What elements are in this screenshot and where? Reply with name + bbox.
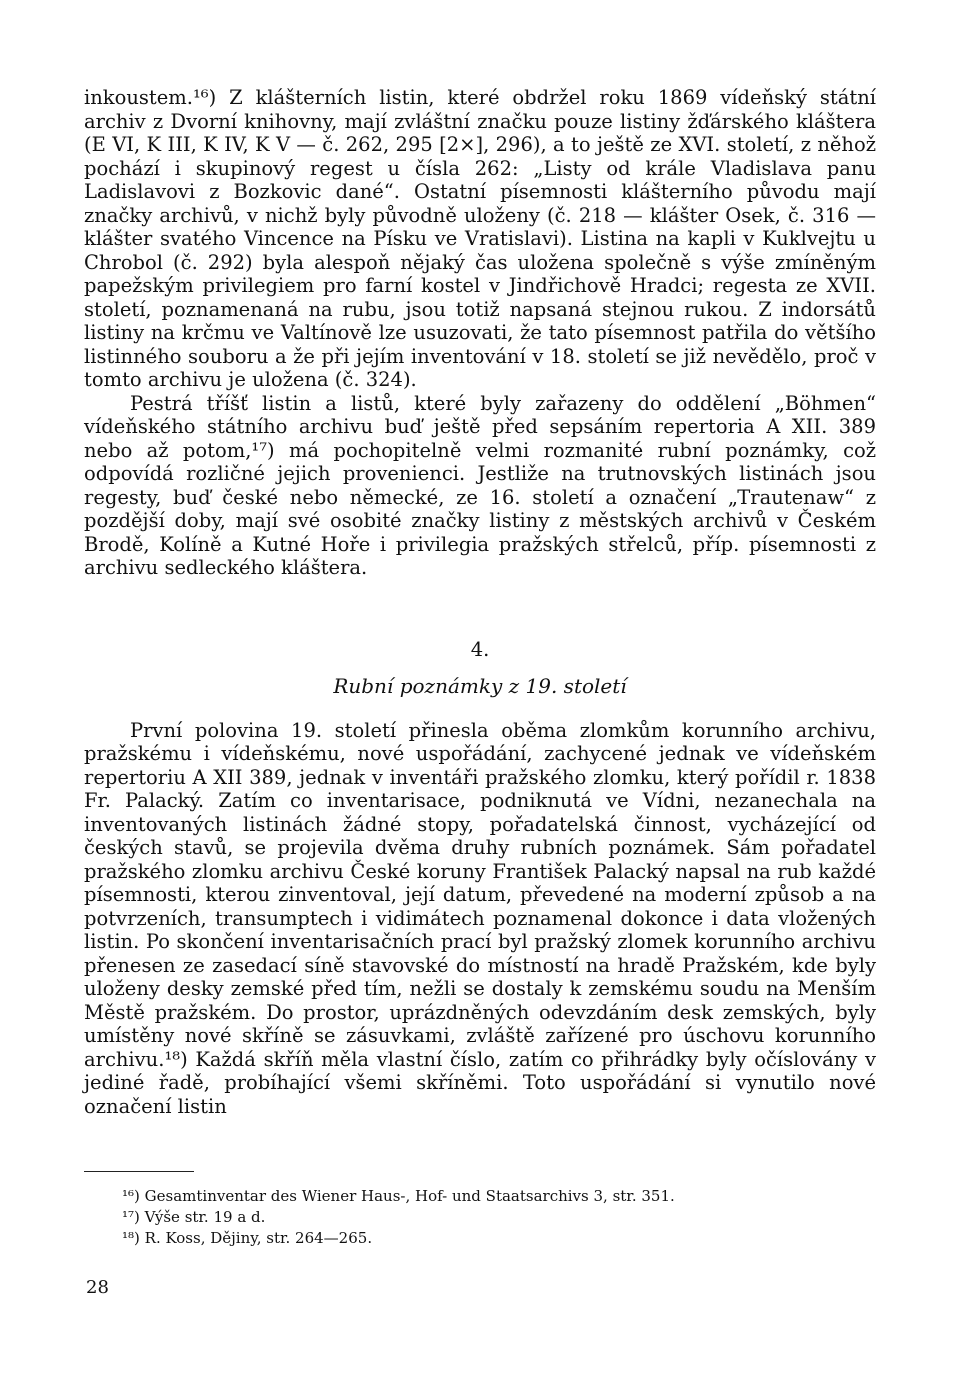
- section-title: Rubní poznámky z 19. století: [333, 674, 627, 698]
- footnote-divider: [84, 1171, 194, 1172]
- footnote-18: ¹⁸) R. Koss, Dějiny, str. 264—265.: [122, 1229, 373, 1247]
- section-number: 4.: [470, 637, 490, 661]
- footnotes: [122, 1186, 822, 1249]
- footnote-16: ¹⁶) Gesamtinventar des Wiener Haus-, Hof- und Staatsarchivs 3, str. 351.: [122, 1187, 675, 1205]
- page-body: [84, 86, 876, 1118]
- paragraph-2: Pestrá tříšť listin a listů, které byly zařazeny do oddělení „Böhmen“ vídeňského státního archivu buď ještě před sepsáním repertoria A XII. 389 nebo až potom,¹⁷) má pochopitelně velmi rozmanité rubní poznámky, což odpovídá rozličné jejich provenienci. Jestliže na trutnovských listinách jsou regesty, buď české nebo německé, ze 16. století a označení „Trautenaw“ z pozdější doby, mají své osobité značky listiny z městských archivů v Českém Brodě, Kolíně a Kutné Hoře i privilegia pražských střelců, příp. písemnosti z archivu sedleckého kláštera.: [84, 391, 876, 579]
- page-number: 28: [86, 1277, 109, 1298]
- footnote-17: ¹⁷) Výše str. 19 a d.: [122, 1208, 266, 1226]
- paragraph-1: inkoustem.¹⁶) Z klášterních listin, které obdržel roku 1869 vídeňský státní archiv z Dvorní knihovny, mají zvláštní značku pouze listiny žďárského kláštera (E VI, K III, K IV, K V — č. 262, 295 [2×], 296), a to ještě ze XVI. století, z něhož pochází i skupinový regest u čísla 262: „Listy od krále Vladislava panu Ladislavovi z Bozkovic dané“. Ostatní písemnosti klášterního původu mají značky archivů, v nichž byly původně uloženy (č. 218 — klášter Osek, č. 316 — klášter svatého Vincence na Písku ve Vratislavi). Listina na kapli v Kuklvejtu u Chrobol (č. 292) byla alespoň nějaký čas uložena společně s výše zmíněným papežským privilegiem pro farní kostel v Jindřichově Hradci; regesta ze XVII. století, poznamenaná na rubu, jsou totiž napsaná stejnou rukou. Z indorsátů listiny na krčmu ve Valtínově lze usuzovati, že tato písemnost patřila do většího listinného souboru a že při jejím inventování v 18. století se již nevědělo, proč v tomto archivu je uložena (č. 324).: [84, 86, 876, 391]
- paragraph-3: První polovina 19. století přinesla oběma zlomkům korunního archivu, pražskému i vídeňskému, nové uspořádání, zachycené jednak ve vídeňském repertoriu A XII 389, jednak v inventáři pražského zlomku, který pořídil r. 1838 Fr. Palacký. Zatím co inventarisace, podniknutá ve Vídni, nezanechala na inventovaných listinách žádné stopy, pořadatelská činnost, vycházející od českých stavů, se projevila dvěma druhy rubních poznámek. Sám pořadatel pražského zlomku archivu České koruny František Palacký napsal na rub každé písemnosti, kterou zinventoval, její datum, převedené na moderní způsob a na potvrzeních, transumptech i vidimátech poznamenal dokonce i data vložených listin. Po skončení inventarisačních prací byl pražský zlomek korunního archivu přenesen ze zasedací síně stavovské do místností na hradě Pražském, kde byly uloženy desky zemské před tím, nežli se dostaly k zemskému soudu na Menším Městě pražském. Do prostor, uprázdněných odevzdáním desk zemských, byly umístěny nové skříně se zásuvkami, zvláště zařízené pro úschovu korunního archivu.¹⁸) Každá skříň měla vlastní číslo, zatím co přihrádky byly očíslovány v jediné řadě, probíhající všemi skříněmi. Toto uspořádání si vynutilo nové označení listin: [84, 718, 876, 1118]
